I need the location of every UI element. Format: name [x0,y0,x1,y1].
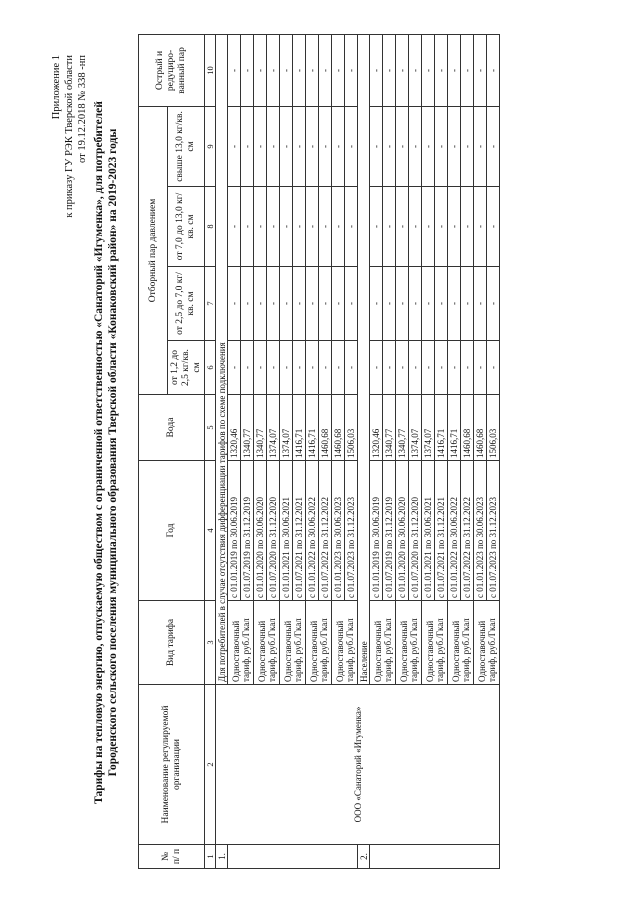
sharp-value: - [293,34,306,106]
p2-value: - [332,267,345,341]
column-number-8: 8 [205,187,216,267]
period-cell: с 01.01.2022 по 30.06.2022 [306,461,319,601]
header-water: Вода [139,395,205,461]
p2-value: - [474,267,487,341]
period-cell: с 01.01.2020 по 30.06.2020 [254,461,267,601]
period-cell: с 01.01.2019 по 30.06.2019 [228,461,241,601]
document-title [92,40,120,865]
column-number-5: 5 [205,395,216,461]
section-number-blank [228,845,358,869]
p2-value: - [345,267,358,341]
p1-value: - [319,341,332,395]
tariff-kind: Одноставочный тариф, руб./Гкал [370,601,396,685]
p3-value: - [448,187,461,267]
sharp-value: - [345,34,358,106]
p1-value: - [228,341,241,395]
p1-value: - [241,341,254,395]
p3-value: - [487,187,500,267]
p4-value: - [254,106,267,186]
water-value: 1374,07 [409,395,422,461]
p3-value: - [383,187,396,267]
p1-value: - [474,341,487,395]
water-value: 1416,71 [293,395,306,461]
p2-value: - [422,267,435,341]
annex-line-1: Приложение 1 [51,55,62,120]
p4-value: - [370,106,383,186]
p3-value: - [319,187,332,267]
p3-value: - [293,187,306,267]
sharp-value: - [461,34,474,106]
p4-value: - [332,106,345,186]
sharp-value: - [396,34,409,106]
p1-value: - [332,341,345,395]
p3-value: - [241,187,254,267]
sharp-value: - [435,34,448,106]
p2-value: - [370,267,383,341]
tariff-kind: Одноставочный тариф, руб./Гкал [422,601,448,685]
period-cell: с 01.01.2022 по 30.06.2022 [448,461,461,601]
title-line-1: Тарифы на тепловую энергию, отпускаемую обществом с ограниченной ответственностью «Санаторий «Игуменка», для потребителей [93,101,105,804]
column-number-3: 3 [205,601,216,685]
p2-value: - [448,267,461,341]
p4-value: - [241,106,254,186]
organization-name: ООО «Санаторий «Игуменка» [216,685,500,845]
p4-value: - [319,106,332,186]
p3-value: - [228,187,241,267]
sharp-value: - [422,34,435,106]
p2-value: - [241,267,254,341]
annex-line-3: от 19.12.2018 № 338 -нп [77,55,88,163]
period-cell: с 01.01.2019 по 30.06.2019 [370,461,383,601]
sharp-value: - [306,34,319,106]
sharp-value: - [474,34,487,106]
p1-value: - [345,341,358,395]
sharp-value: - [319,34,332,106]
sharp-value: - [254,34,267,106]
p2-value: - [487,267,500,341]
column-number-7: 7 [205,267,216,341]
period-cell: с 01.07.2021 по 31.12.2021 [435,461,448,601]
water-value: 1416,71 [306,395,319,461]
period-cell: с 01.07.2023 по 31.12.2023 [345,461,358,601]
header-org: Наименование регулируемой организации [139,685,205,845]
p3-value: - [306,187,319,267]
period-cell: с 01.07.2020 по 31.12.2020 [267,461,280,601]
sharp-value: - [228,34,241,106]
tariff-table [138,34,500,869]
p1-value: - [370,341,383,395]
p1-value: - [293,341,306,395]
p3-value: - [474,187,487,267]
p4-value: - [383,106,396,186]
p2-value: - [461,267,474,341]
header-p2: от 2,5 до 7,0 кг/кв. см [168,267,205,341]
p1-value: - [267,341,280,395]
section-title: Для потребителей в случае отсутствия дифференциации тарифов по схеме подключения [216,34,228,684]
p2-value: - [228,267,241,341]
p2-value: - [319,267,332,341]
tariff-kind: Одноставочный тариф, руб./Гкал [280,601,306,685]
water-value: 1374,07 [267,395,280,461]
tariff-table-body [216,34,500,868]
p4-value: - [487,106,500,186]
p4-value: - [448,106,461,186]
p1-value: - [487,341,500,395]
p1-value: - [396,341,409,395]
sharp-value: - [448,34,461,106]
p2-value: - [293,267,306,341]
water-value: 1340,77 [254,395,267,461]
tariff-kind: Одноставочный тариф, руб./Гкал [448,601,474,685]
tariff-kind: Одноставочный тариф, руб./Гкал [306,601,332,685]
water-value: 1460,68 [474,395,487,461]
water-value: 1416,71 [435,395,448,461]
column-numbers-row [205,34,216,868]
tariff-kind: Одноставочный тариф, руб./Гкал [332,601,358,685]
p4-value: - [267,106,280,186]
water-value: 1416,71 [448,395,461,461]
tariff-kind: Одноставочный тариф, руб./Гкал [228,601,254,685]
p1-value: - [435,341,448,395]
period-cell: с 01.07.2021 по 31.12.2021 [293,461,306,601]
p3-value: - [280,187,293,267]
section-title: Население [358,34,370,684]
period-cell: с 01.01.2023 по 30.06.2023 [474,461,487,601]
p4-value: - [409,106,422,186]
p4-value: - [228,106,241,186]
p1-value: - [254,341,267,395]
sharp-value: - [267,34,280,106]
p2-value: - [409,267,422,341]
p4-value: - [461,106,474,186]
header-sharp: Острый и редуциро-ванный пар [139,34,205,106]
p4-value: - [306,106,319,186]
p4-value: - [435,106,448,186]
p4-value: - [474,106,487,186]
sharp-value: - [280,34,293,106]
water-value: 1340,77 [396,395,409,461]
period-cell: с 01.07.2019 по 31.12.2019 [383,461,396,601]
p2-value: - [280,267,293,341]
p4-value: - [345,106,358,186]
section-row [216,34,228,868]
column-number-10: 10 [205,34,216,106]
header-p1: от 1,2 до 2,5 кг/кв. см [168,341,205,395]
p3-value: - [409,187,422,267]
p2-value: - [383,267,396,341]
p4-value: - [396,106,409,186]
sharp-value: - [332,34,345,106]
period-cell: с 01.01.2020 по 30.06.2020 [396,461,409,601]
period-cell: с 01.01.2023 по 30.06.2023 [332,461,345,601]
p3-value: - [254,187,267,267]
column-number-4: 4 [205,461,216,601]
tariff-kind: Одноставочный тариф, руб./Гкал [474,601,500,685]
water-value: 1320,46 [228,395,241,461]
section-number: 2. [358,845,370,869]
period-cell: с 01.01.2021 по 30.06.2021 [422,461,435,601]
water-value: 1374,07 [422,395,435,461]
water-value: 1340,77 [241,395,254,461]
p3-value: - [461,187,474,267]
header-year: Год [139,461,205,601]
column-number-2: 2 [205,685,216,845]
water-value: 1460,68 [332,395,345,461]
p2-value: - [267,267,280,341]
sharp-value: - [241,34,254,106]
column-number-9: 9 [205,106,216,186]
water-value: 1460,68 [319,395,332,461]
p2-value: - [306,267,319,341]
header-steam: Отборный пар давлением [139,106,168,394]
sharp-value: - [487,34,500,106]
p2-value: - [254,267,267,341]
header-p4: свыше 13,0 кг/кв. см [168,106,205,186]
period-cell: с 01.07.2019 по 31.12.2019 [241,461,254,601]
p2-value: - [396,267,409,341]
tariff-kind: Одноставочный тариф, руб./Гкал [254,601,280,685]
period-cell: с 01.07.2022 по 31.12.2022 [461,461,474,601]
header-num: № п/ п [139,845,205,869]
p1-value: - [383,341,396,395]
p1-value: - [422,341,435,395]
p4-value: - [422,106,435,186]
p3-value: - [370,187,383,267]
p3-value: - [267,187,280,267]
p2-value: - [435,267,448,341]
water-value: 1460,68 [461,395,474,461]
water-value: 1320,46 [370,395,383,461]
p1-value: - [461,341,474,395]
sharp-value: - [370,34,383,106]
p3-value: - [435,187,448,267]
period-cell: с 01.07.2020 по 31.12.2020 [409,461,422,601]
period-cell: с 01.07.2022 по 31.12.2022 [319,461,332,601]
annex-line-2: к приказу ГУ РЭК Тверской области [64,55,75,218]
p4-value: - [280,106,293,186]
p1-value: - [409,341,422,395]
water-value: 1340,77 [383,395,396,461]
period-cell: с 01.01.2021 по 30.06.2021 [280,461,293,601]
p1-value: - [280,341,293,395]
section-number-blank [370,845,500,869]
p3-value: - [396,187,409,267]
p3-value: - [332,187,345,267]
tariff-kind: Одноставочный тариф, руб./Гкал [396,601,422,685]
p1-value: - [306,341,319,395]
sharp-value: - [409,34,422,106]
column-number-6: 6 [205,341,216,395]
header-p3: от 7,0 до 13,0 кг/кв. см [168,187,205,267]
p1-value: - [448,341,461,395]
section-number: 1. [216,845,228,869]
water-value: 1506,03 [345,395,358,461]
p3-value: - [422,187,435,267]
annex-note [50,55,89,218]
column-number-1: 1 [205,845,216,869]
title-line-2: Городенского сельского поселения муниципального образования Тверской области «Конаковский район» на 2019-2023 годы [107,128,119,777]
period-cell: с 01.07.2023 по 31.12.2023 [487,461,500,601]
header-kind: Вид тарифа [139,601,205,685]
water-value: 1374,07 [280,395,293,461]
p4-value: - [293,106,306,186]
sharp-value: - [383,34,396,106]
water-value: 1506,03 [487,395,500,461]
p3-value: - [345,187,358,267]
